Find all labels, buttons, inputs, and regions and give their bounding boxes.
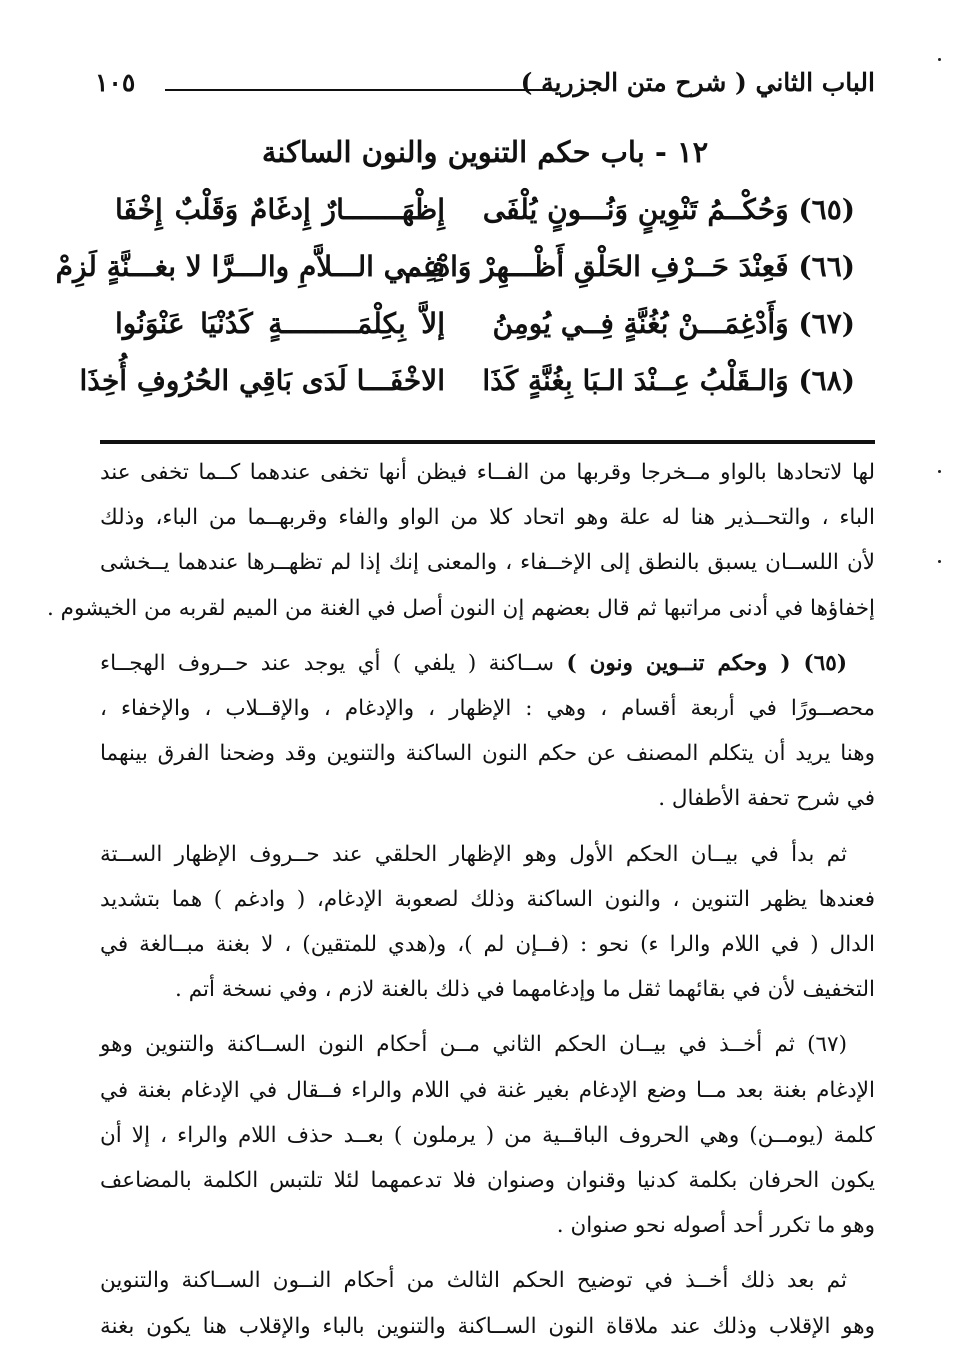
scan-mark xyxy=(938,470,941,473)
scan-mark xyxy=(938,58,941,61)
verse-67 xyxy=(115,307,855,364)
text-line: لأن اللســان يسبق بالنطق إلى الإخــفاء ، والمعنى إنك إذا لم تظهــرها عندهما يــخشى xyxy=(100,550,875,576)
text-line: (٦٥) ( وحكم تنــوين ونون ) ســاكنة ( يلفي ) أي يوجد عند حــروف الهجــاء xyxy=(100,650,847,676)
commentary-text xyxy=(47,450,875,1349)
hemistich-second: فِـــي الـــلاَّمِ والـــرَّا لا بغـــنَّةٍ لَزِمْ xyxy=(55,250,445,283)
hemistich-first: (٦٨) وَالـقَلْبُ عِــنْدَ الـبَا بِغُنَّةٍ كَذَا xyxy=(482,364,855,397)
text-line: كلمة (يومــن) وهي الحروف الباقــية من ( يرملون ) بعــد حذف اللام والراء ، إلا أن xyxy=(100,1122,875,1148)
verse-66 xyxy=(55,250,855,307)
poem-verses xyxy=(55,193,855,421)
verse-68 xyxy=(79,364,855,421)
text-line: ثم بدأ في بيــان الحكم الأول وهو الإظهار الحلقي عند حــروف الإظهار الســتة xyxy=(100,841,847,867)
page-number: ١٠٥ xyxy=(95,68,136,97)
scan-mark xyxy=(938,560,941,563)
text-line: الإدغام بغنة بعد مــا وضع الإدغام بغير غنة في اللام والراء فــقال في الإدغام بغنة في xyxy=(100,1077,875,1103)
chapter-title: ١٢ - باب حكم التنوين والنون الساكنة xyxy=(261,135,709,169)
text-line: يكون الحرفان بكلمة كدنيا وقنوان وصنوان فلا تدعمهما لئلا تلتبس الكلمة بالمضاعف xyxy=(100,1168,875,1194)
paragraph xyxy=(100,1258,875,1348)
paragraph xyxy=(47,450,875,631)
verse-65 xyxy=(115,193,855,250)
paragraph xyxy=(100,832,875,1013)
hemistich-first: (٦٦) فَعِنْدَ حَــرْفِ الحَلْقِ أَظْـــهِرْ وَادْغِم xyxy=(404,250,855,283)
text-line: وهو ما تكرر أحد أصوله نحو صنوان . xyxy=(556,1213,875,1239)
paragraph xyxy=(100,641,875,822)
hemistich-second: إلاَّ بِكِلْمَـــــــــةٍ كَدُنْيَا عَنْوَنُوا xyxy=(115,307,445,340)
section-divider xyxy=(100,440,875,444)
header-rule xyxy=(165,89,555,91)
running-header xyxy=(95,62,875,112)
text-line: (٦٧) ثم أخــذ في بيــان الحكم الثاني مــن أحكام النون الســاكنة والتنوين وهو xyxy=(100,1032,847,1058)
paragraph xyxy=(100,1022,875,1248)
text-line: في شرح تحفة الأطفال . xyxy=(658,786,875,812)
text-line: الباء ، والتحــذير هنا له علة وهو اتحاد كلا من الواو والفاء وقربهــما من الباء، وذلك xyxy=(100,505,875,531)
text-line: التخفيف لأن في بقائهما ثقل ما وإدغامهما في ذلك بالغنة لازم ، وفي نسخة أتم . xyxy=(175,977,875,1003)
text-line: لها لاتحادها بالواو مــخرجا وقربها من الفــاء فيظن أنها تخفى عندهما كــما تخفى عند xyxy=(100,460,875,485)
running-title: الباب الثاني ( شرح متن الجزرية ) xyxy=(520,68,875,97)
text-line: وهنا يريد أن يتكلم المصنف عن حكم النون الساكنة والتنوين وقد وضحنا الفرق بينهما xyxy=(100,741,875,767)
text-line: الدال ( في اللام والرا ء) نحو : (فــإن لم )، و(هدي للمتقين) ، لا بغنة مبــالغة في xyxy=(100,932,875,958)
hemistich-first: (٦٥) وَحُكْــمُ تَنْوِينٍ وَنُـــونٍ يُلْفَى xyxy=(482,193,855,226)
text-line: فعندها يظهر التنوين ، والنون الساكنة وذلك لصعوبة الإدغام، ( وادغم ) هما بتشديد xyxy=(100,886,875,912)
hemistich-first: (٦٧) وَأَدْغِمَـــنْ بُغُنَّةٍ فِــي يُومِنُ xyxy=(492,307,855,340)
text-line: وهو الإقلاب وذلك عند ملاقاة النون الســاكنة والتنوين بالباء والإقلاب هنا يكون بغنة xyxy=(100,1313,875,1339)
text-line: محصــورًا في أربعة أقسام ، وهي : الإظهار ، والإدغام ، والإقــلاب ، والإخفاء ، xyxy=(100,696,875,722)
text-line: ثم بعد ذلك أخــذ في توضيح الحكم الثالث من أحكام النــون الســاكنة والتنوين xyxy=(100,1268,847,1294)
text-line: إخفاؤها في أدنى مراتبها ثم قال بعضهم إن النون أصل في الغنة من الميم لقربه من الخيشوم . xyxy=(47,595,875,621)
hemistich-second: إِظْهَـــــــارٌ إِدغَامٌ وَقَلْبٌ إِخْفَا xyxy=(115,193,445,226)
hemistich-second: الاخْفَـــا لَدَى بَاقِي الحُرُوفِ أُخِذَا xyxy=(79,364,445,397)
verse-reference: (٦٥) ( وحكم تنــوين ونون ) xyxy=(566,650,847,676)
